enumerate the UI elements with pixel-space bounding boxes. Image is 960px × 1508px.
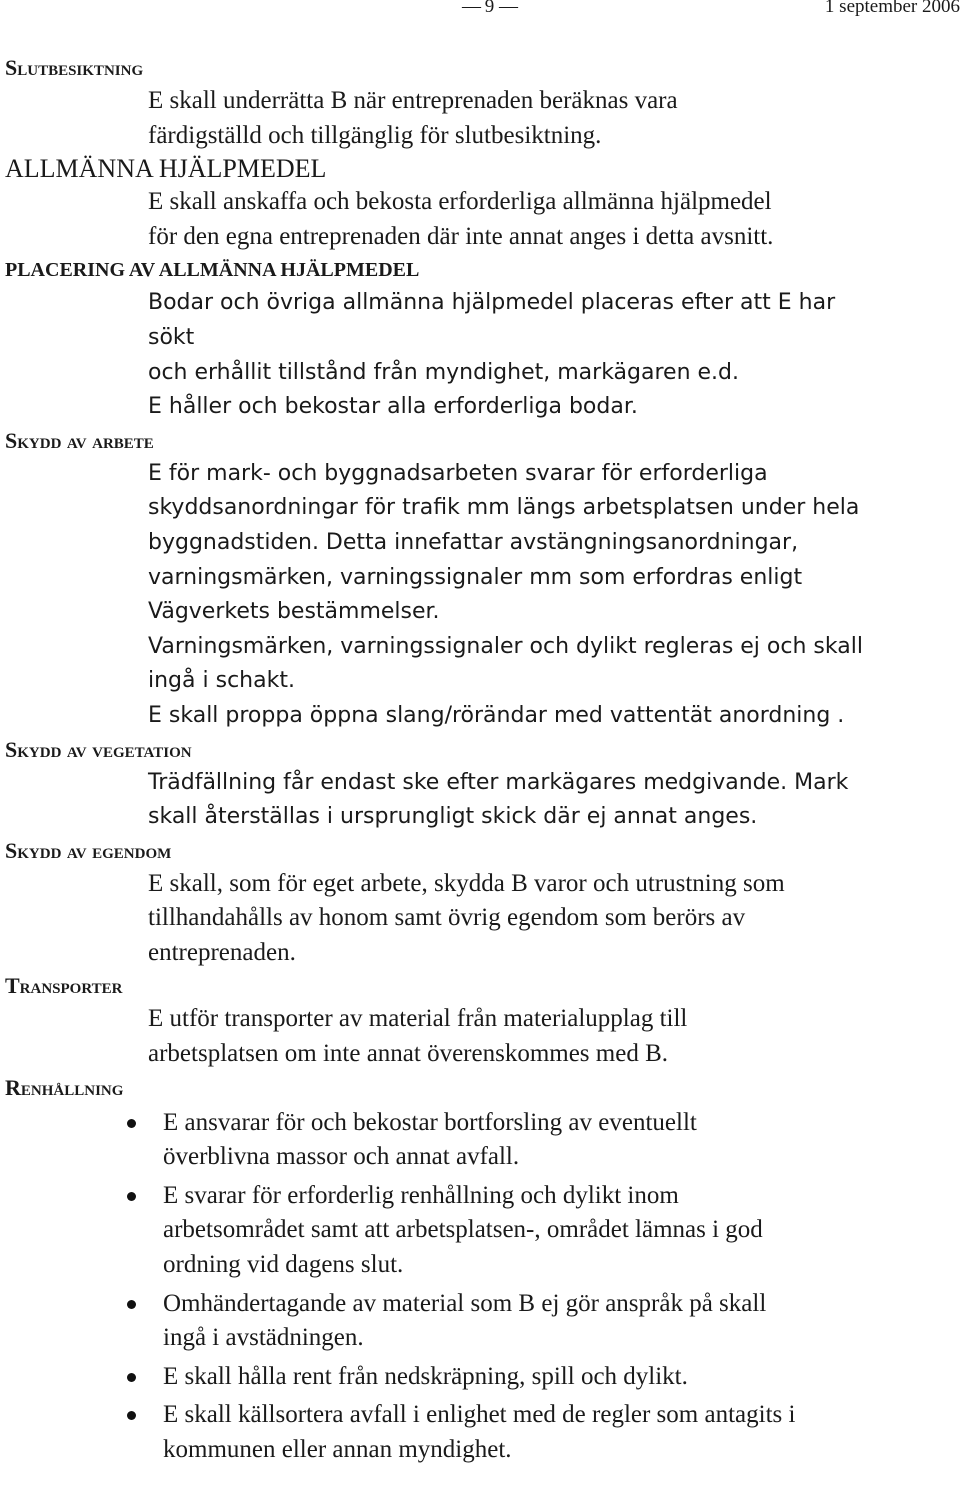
text-line: E utför transporter av material från materialupplag till [148,1005,688,1033]
text-line: ordning vid dagens slut. [163,1251,404,1279]
heading-placering: PLACERING AV ALLMÄNNA HJÄLPMEDEL [5,259,420,282]
dash-right: — [499,0,517,17]
text-line: arbetsplatsen om inte annat överenskommes med B. [148,1040,669,1068]
text-line: E skall hålla rent från nedskräpning, spill och dylikt. [163,1362,688,1390]
text-line: E ansvarar för och bekostar bortforsling av eventuellt [163,1108,697,1136]
heading-transporter: Transporter [5,973,123,999]
text-line: Vägverkets bestämmelser. [148,599,440,625]
text-line: varningsmärken, varningssignaler mm som erfordras enligt [148,564,803,590]
text-line: Trädfällning får endast ske efter markägares medgivande. Mark [148,769,849,795]
text-line: överblivna massor och annat avfall. [163,1143,520,1171]
bullet-icon [127,1300,136,1309]
text-line: skall återställas i ursprungligt skick där ej annat anges. [148,804,758,830]
text-line: E skall källsortera avfall i enlighet med de regler som antagits i [163,1401,796,1429]
heading-slutbesiktning: Slutbesiktning [5,55,144,80]
text-line: kommunen eller annan myndighet. [163,1436,512,1463]
heading-skydd-av-egendom: Skydd av egendom [5,837,172,863]
bullet-icon [127,1411,136,1420]
text-line: byggnadstiden. Detta innefattar avstängningsanordningar, [148,529,799,555]
bullet-icon [127,1119,136,1128]
text-line: Bodar och övriga allmänna hjälpmedel placeras efter att E har [148,290,836,316]
text-line: E skall anskaffa och bekosta erforderliga allmänna hjälpmedel [148,188,772,216]
text-line: arbetsområdet samt att arbetsplatsen-, området lämnas i god [163,1216,763,1244]
text-line: entreprenaden. [148,938,296,966]
text-line: ingå i avstädningen. [163,1324,364,1352]
text-line: och erhållit tillstånd från myndighet, markägaren e.d. [148,359,739,385]
text-line: E skall proppa öppna slang/rörändar med vattentät anordning . [148,702,845,728]
paragraph-transporter [148,1002,955,1071]
header-date: 1 september 2006 [824,0,960,17]
text-line: skyddsanordningar för trafik mm längs arbetsplatsen under hela [148,495,860,521]
list-item [163,1287,955,1356]
text-line: Varningsmärken, varningssignaler och dylikt regleras ej och skall [148,633,863,659]
document-body [5,52,955,1472]
text-line: sökt [148,324,195,350]
paragraph-skydd-av-arbete [148,457,955,734]
text-line: Omhändertagande av material som B ej gör anspråk på skall [163,1289,767,1317]
text-line: tillhandahålls av honom samt övrig egendom som berörs av [148,904,746,932]
text-line: E skall, som för eget arbete, skydda B varor och utrustning som [148,869,785,897]
renhallning-bullet-list [5,1106,955,1468]
text-line: för den egna entreprenaden där inte annat anges i detta avsnitt. [148,222,774,250]
list-item [163,1179,955,1283]
page-number [462,0,517,18]
paragraph-skydd-av-egendom [148,867,955,971]
page-number-value: 9 [484,0,495,17]
dash-left: — [462,0,480,17]
bullet-icon [127,1373,136,1382]
heading-skydd-av-vegetation: Skydd av vegetation [5,736,192,762]
page-header [0,0,960,22]
text-line: ingå i schakt. [148,668,295,694]
paragraph-allmanna-hjalpmedel [148,185,955,254]
text-line: färdigställd och tillgänglig för slutbesiktning. [148,121,602,149]
text-line: E håller och bekostar alla erforderliga bodar. [148,394,638,420]
list-item [163,1106,955,1175]
paragraph-placering [148,286,955,424]
heading-renhallning: Renhållning [5,1074,124,1100]
heading-skydd-av-arbete: Skydd av arbete [5,427,154,453]
paragraph-slutbesiktning [148,84,955,153]
list-item [163,1398,955,1467]
bullet-icon [127,1192,136,1201]
text-line: E skall underrätta B när entreprenaden beräknas vara [148,87,678,114]
text-line: E svarar för erforderlig renhållning och dylikt inom [163,1181,679,1209]
heading-allmanna-hjalpmedel: ALLMÄNNA HJÄLPMEDEL [5,154,327,184]
list-item [163,1360,955,1395]
text-line: E för mark- och byggnadsarbeten svarar för erforderliga [148,460,768,486]
paragraph-skydd-av-vegetation [148,766,955,835]
